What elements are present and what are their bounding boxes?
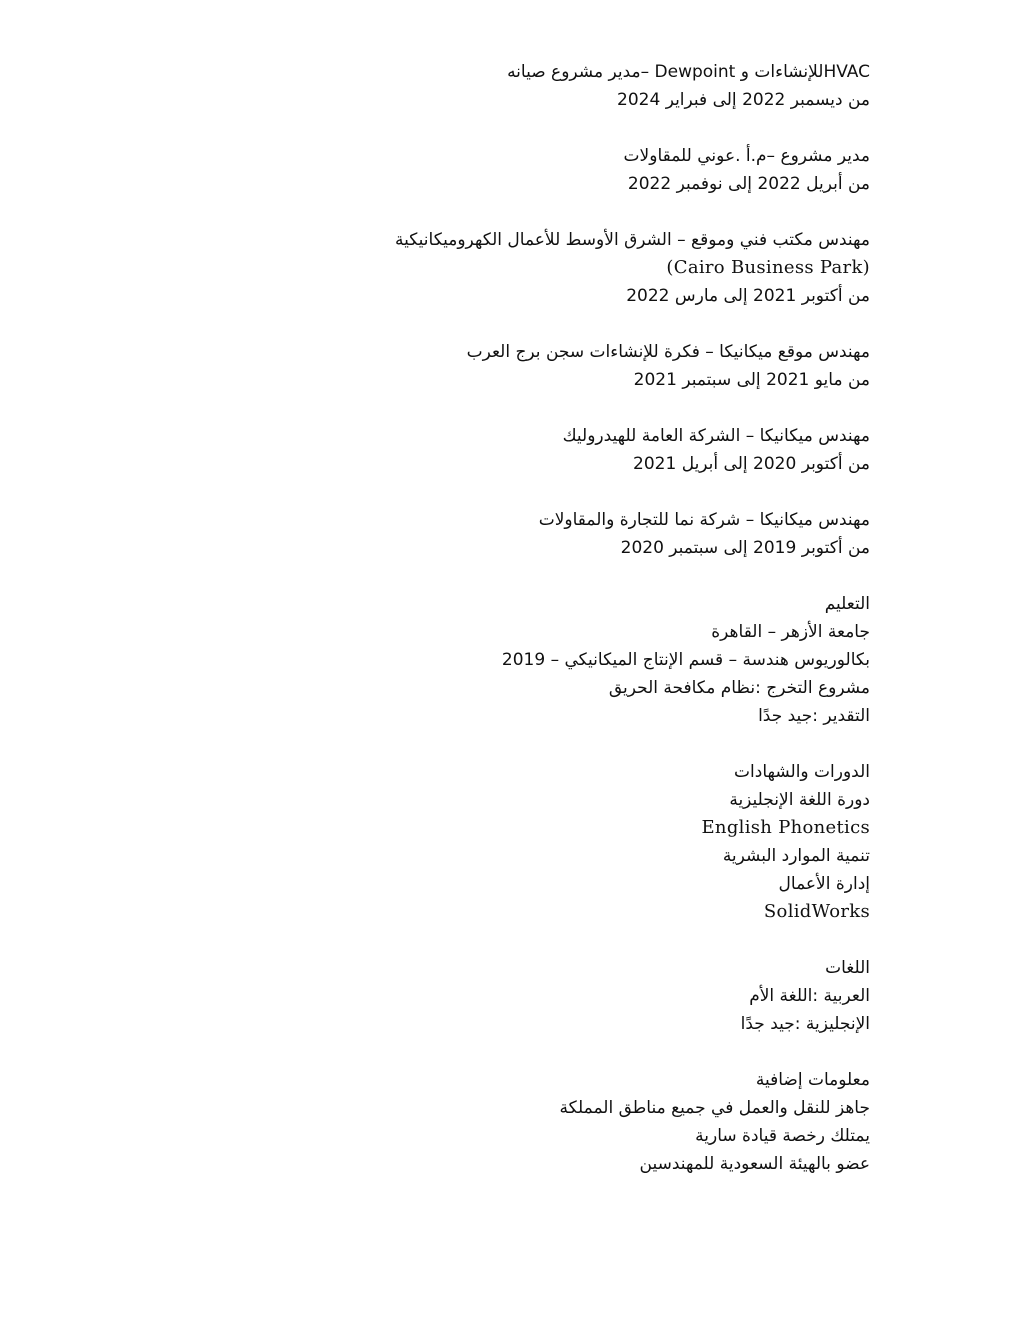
courses-section [310, 758, 870, 926]
language-item: الإنجليزية :جيد جدًا [740, 1014, 870, 1034]
job-title: مهندس مكتب فني وموقع – الشرق الأوسط للأعمال الكهروميكانيكية [395, 230, 870, 250]
job-dates: من ديسمبر 2022 إلى فبراير 2024 [617, 90, 870, 110]
experience-entry [310, 338, 870, 394]
education-section [310, 590, 870, 730]
job-dates: من مايو 2021 إلى سبتمبر 2021 [633, 370, 870, 390]
language-item: العربية :اللغة الأم [749, 986, 870, 1006]
experience-entry [310, 422, 870, 478]
education-line: جامعة الأزهر – القاهرة [711, 622, 870, 642]
job-title: مهندس ميكانيكا – شركة نما للتجارة والمقاولات [538, 510, 870, 530]
section-heading: التعليم [824, 594, 870, 614]
section-heading: معلومات إضافية [755, 1070, 870, 1090]
course-item: إدارة الأعمال [778, 874, 870, 894]
job-title: مدير مشروع –م.أ .عوني للمقاولات [623, 146, 870, 166]
section-heading: اللغات [825, 958, 870, 978]
additional-info-section [310, 1066, 870, 1178]
course-item: English Phonetics [701, 817, 870, 838]
info-item: يمتلك رخصة قيادة سارية [695, 1126, 870, 1146]
job-title: HVACللإنشاءات و Dewpoint –مدير مشروع صيانه [507, 62, 870, 82]
info-item: عضو بالهيئة السعودية للمهندسين [639, 1154, 870, 1174]
education-line: بكالوريوس هندسة – قسم الإنتاج الميكانيكي – 2019 [501, 650, 870, 670]
job-title: مهندس موقع ميكانيكا – فكرة للإنشاءات سجن برج العرب [466, 342, 870, 362]
job-dates: من أبريل 2022 إلى نوفمبر 2022 [627, 174, 870, 194]
course-item: دورة اللغة الإنجليزية [729, 790, 870, 810]
job-location: (Cairo Business Park) [666, 257, 870, 278]
experience-entry [310, 58, 870, 114]
languages-section [310, 954, 870, 1038]
education-line: مشروع التخرج :نظام مكافحة الحريق [608, 678, 870, 698]
course-item: تنمية الموارد البشرية [722, 846, 870, 866]
education-line: التقدير :جيد جدًا [758, 706, 870, 726]
job-dates: من أكتوبر 2019 إلى سبتمبر 2020 [620, 538, 870, 558]
course-item: SolidWorks [763, 901, 870, 922]
job-title: مهندس ميكانيكا – الشركة العامة للهيدروليك [562, 426, 870, 446]
job-dates: من أكتوبر 2021 إلى مارس 2022 [626, 286, 870, 306]
experience-entry [310, 142, 870, 198]
resume-content [310, 58, 870, 1206]
section-heading: الدورات والشهادات [734, 762, 870, 782]
info-item: جاهز للنقل والعمل في جميع مناطق المملكة [559, 1098, 870, 1118]
experience-entry [310, 506, 870, 562]
job-dates: من أكتوبر 2020 إلى أبريل 2021 [633, 454, 870, 474]
experience-entry [310, 226, 870, 310]
